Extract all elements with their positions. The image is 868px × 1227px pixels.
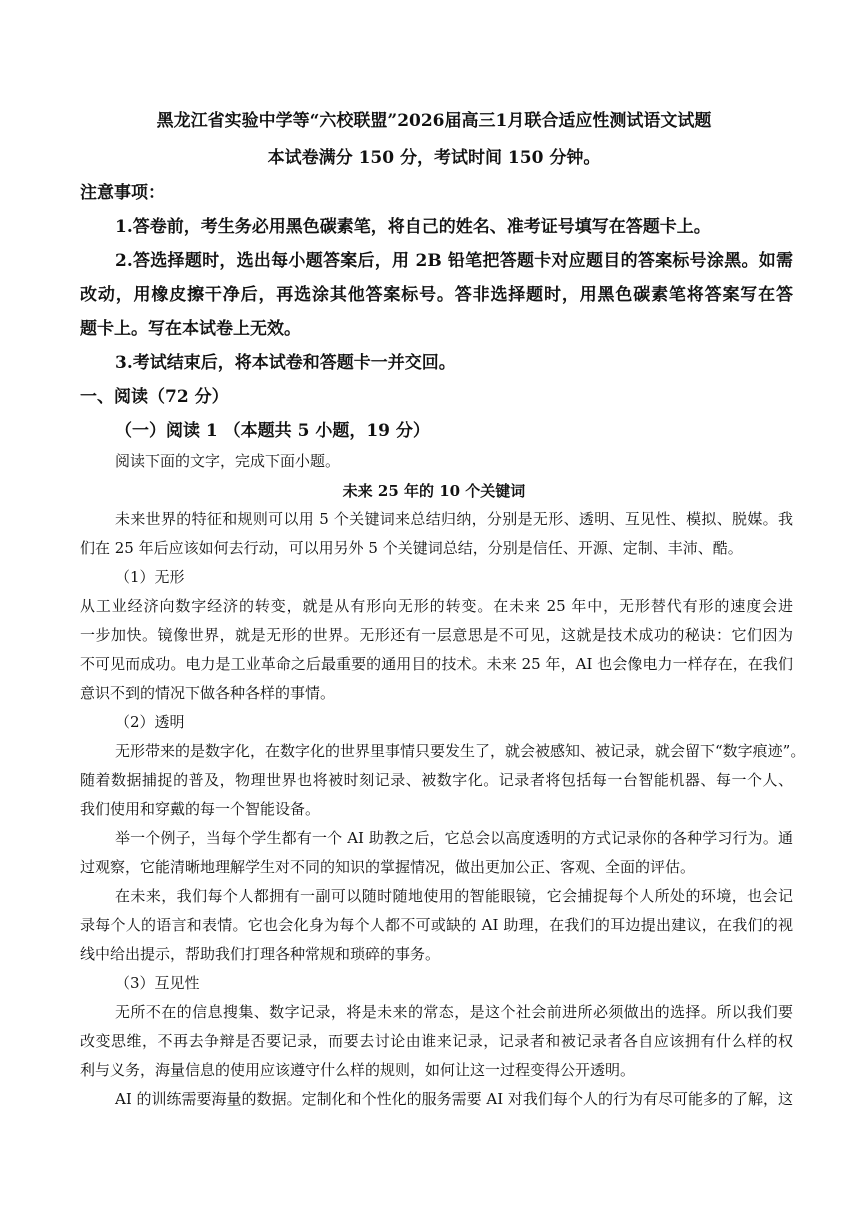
- section-sub-heading: （一）阅读 1 （本题共 5 小题，19 分）: [115, 421, 430, 441]
- article-p7-line-1: AI 的训练需要海量的数据。定制化和个性化的服务需要 AI 对我们每个人的行为有尽可能多的了解，这: [115, 1090, 793, 1108]
- article-p6-line-3: 利与义务，海量信息的使用应该遵守什么样的规则，如何让这一过程变得公开透明。: [80, 1061, 636, 1079]
- article-p2-line-1: 从工业经济向数字经济的转变，就是从有形向无形的转变。在未来 25 年中，无形替代有形的速度会进: [80, 597, 793, 615]
- article-p5-line-1: 在未来，我们每个人都拥有一副可以随时随地使用的智能眼镜，它会捕捉每个人所处的环境，也会记: [115, 887, 793, 905]
- section-heading: 一、阅读（72 分）: [80, 387, 229, 407]
- article-subheading-2: （2）透明: [115, 713, 185, 731]
- article-p1-line-1: 未来世界的特征和规则可以用 5 个关键词来总结归纳，分别是无形、透明、互见性、模拟、脱媒。我: [115, 510, 793, 528]
- article-subheading-3: （3）互见性: [115, 974, 200, 992]
- notice-item-2-line-1: 2.答选择题时，选出每小题答案后，用 2B 铅笔把答题卡对应题目的答案标号涂黑。如需: [115, 251, 793, 271]
- article-p3-line-1: 无形带来的是数字化，在数字化的世界里事情只要发生了，就会被感知、被记录，就会留下“数字痕迹”。: [115, 742, 806, 760]
- article-p6-line-1: 无所不在的信息搜集、数字记录，将是未来的常态，是这个社会前进所必须做出的选择。所以我们要: [115, 1003, 793, 1021]
- article-p3-line-3: 我们使用和穿戴的每一个智能设备。: [80, 800, 321, 818]
- article-p4-line-2: 过观察，它能清晰地理解学生对不同的知识的掌握情况，做出更加公正、客观、全面的评估。: [80, 858, 696, 876]
- article-p2-line-3: 不可见而成功。电力是工业革命之后最重要的通用目的技术。未来 25 年，AI 也会像电力一样存在，在我们: [80, 655, 793, 673]
- article-p2-line-2: 一步加快。镜像世界，就是无形的世界。无形还有一层意思是不可见，这就是技术成功的秘诀：它们因为: [80, 626, 793, 644]
- article-p1-line-2: 们在 25 年后应该如何去行动，可以用另外 5 个关键词总结，分别是信任、开源、定制、丰沛、酷。: [80, 539, 743, 557]
- article-p2-line-4: 意识不到的情况下做各种各样的事情。: [80, 684, 336, 702]
- article-subheading-1: （1）无形: [115, 568, 185, 586]
- notice-heading: 注意事项：: [80, 183, 165, 203]
- article-p3-line-2: 随着数据捕捉的普及，物理世界也将被时刻记录、被数字化。记录者将包括每一台智能机器、每一个人、: [80, 771, 793, 789]
- article-p5-line-3: 线中给出提示，帮助我们打理各种常规和琐碎的事务。: [80, 945, 441, 963]
- notice-item-1: 1.答卷前，考生务必用黑色碳素笔，将自己的姓名、准考证号填写在答题卡上。: [115, 217, 711, 237]
- exam-subtitle: 本试卷满分 150 分，考试时间 150 分钟。: [267, 148, 601, 168]
- article-p5-line-2: 录每个人的语言和表情。它也会化身为每个人都不可或缺的 AI 助理，在我们的耳边提出建议，在我们的视: [80, 916, 793, 934]
- article-p4-line-1: 举一个例子，当每个学生都有一个 AI 助教之后，它总会以高度透明的方式记录你的各种学习行为。通: [115, 829, 793, 847]
- article-p6-line-2: 改变思维，不再去争辩是否要记录，而要去讨论由谁来记录，记录者和被记录者各自应该拥有什么样的权: [80, 1032, 793, 1050]
- exam-title: 黑龙江省实验中学等“六校联盟”2026届高三1月联合适应性测试语文试题: [156, 111, 712, 131]
- notice-item-3: 3.考试结束后，将本试卷和答题卡一并交回。: [115, 353, 456, 373]
- section-instruction: 阅读下面的文字，完成下面小题。: [115, 452, 341, 470]
- notice-item-2-line-2: 改动，用橡皮擦干净后，再选涂其他答案标号。答非选择题时，用黑色碳素笔将答案写在答: [80, 285, 793, 305]
- article-title: 未来 25 年的 10 个关键词: [342, 482, 526, 500]
- notice-item-2-line-3: 题卡上。写在本试卷上无效。: [80, 319, 301, 339]
